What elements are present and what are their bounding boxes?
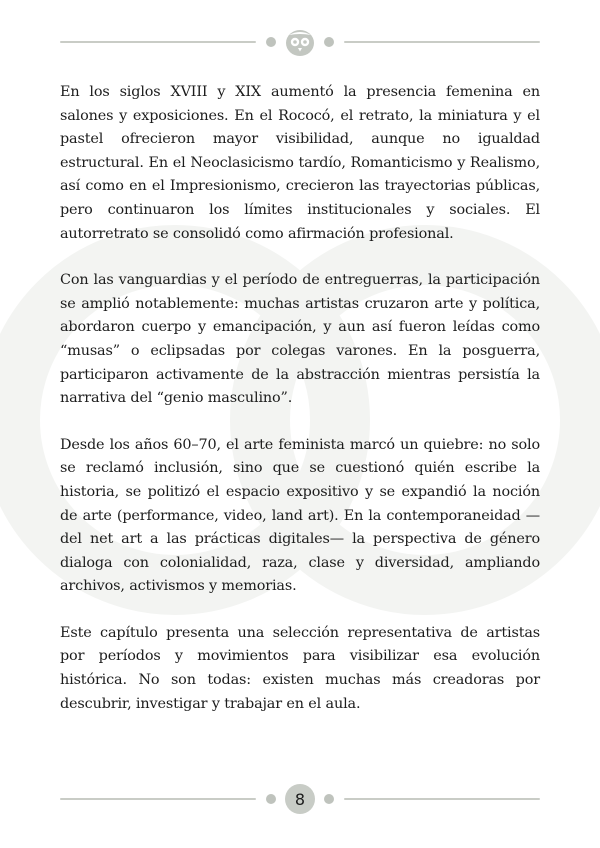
header-ornament	[60, 27, 540, 57]
footer-rule-left	[60, 798, 256, 800]
footer-dot-left	[266, 794, 276, 804]
paragraph-3: Desde los años 60–70, el arte feminista marcó un quiebre: no solo se reclamó inclusión, sino que se cuestionó quién escribe la historia, se politizó el espacio expositivo y se expandió la noción de arte (performance, video, land art). En la contemporaneidad —del net art a las prácticas digitales— la perspectiva de género dialoga con colonialidad, raza, clase y diversidad, ampliando archivos, activismos y memorias.	[60, 436, 540, 595]
header-rule-left	[60, 41, 256, 43]
body-text	[60, 81, 540, 739]
paragraph-2: Con las vanguardias y el período de entreguerras, la participación se amplió notablemente: muchas artistas cruzaron arte y política, abordaron cuerpo y emancipación, y aun así fueron leídas como “musas” o eclipsadas por colegas varones. En la posguerra, participaron activamente de la abstracción mientras persistía la narrativa del “genio masculino”.	[60, 272, 540, 407]
footer-ornament	[60, 784, 540, 814]
paragraph-4: Este capítulo presenta una selección representativa de artistas por períodos y movimientos para visibilizar esa evolución histórica. No son todas: existen muchas más creadoras por descubrir, investigar y trabajar en el aula.	[60, 624, 540, 712]
footer-rule-right	[344, 798, 540, 800]
owl-face-icon	[284, 27, 316, 57]
header-dot-right	[324, 37, 334, 47]
header-dot-left	[266, 37, 276, 47]
footer-dot-right	[324, 794, 334, 804]
paragraph-1: En los siglos XVIII y XIX aumentó la presencia femenina en salones y exposiciones. En el Rococó, el retrato, la miniatura y el pastel ofrecieron mayor visibilidad, aunque no igualdad estructural. En el Neoclasicismo tardío, Romanticismo y Realismo, así como en el Impresionismo, crecieron las trayectorias públicas, pero continuaron los límites institucionales y sociales. El autorretrato se consolidó como afirmación profesional.	[60, 84, 540, 242]
header-rule-right	[344, 41, 540, 43]
page-number: 8	[285, 784, 315, 814]
